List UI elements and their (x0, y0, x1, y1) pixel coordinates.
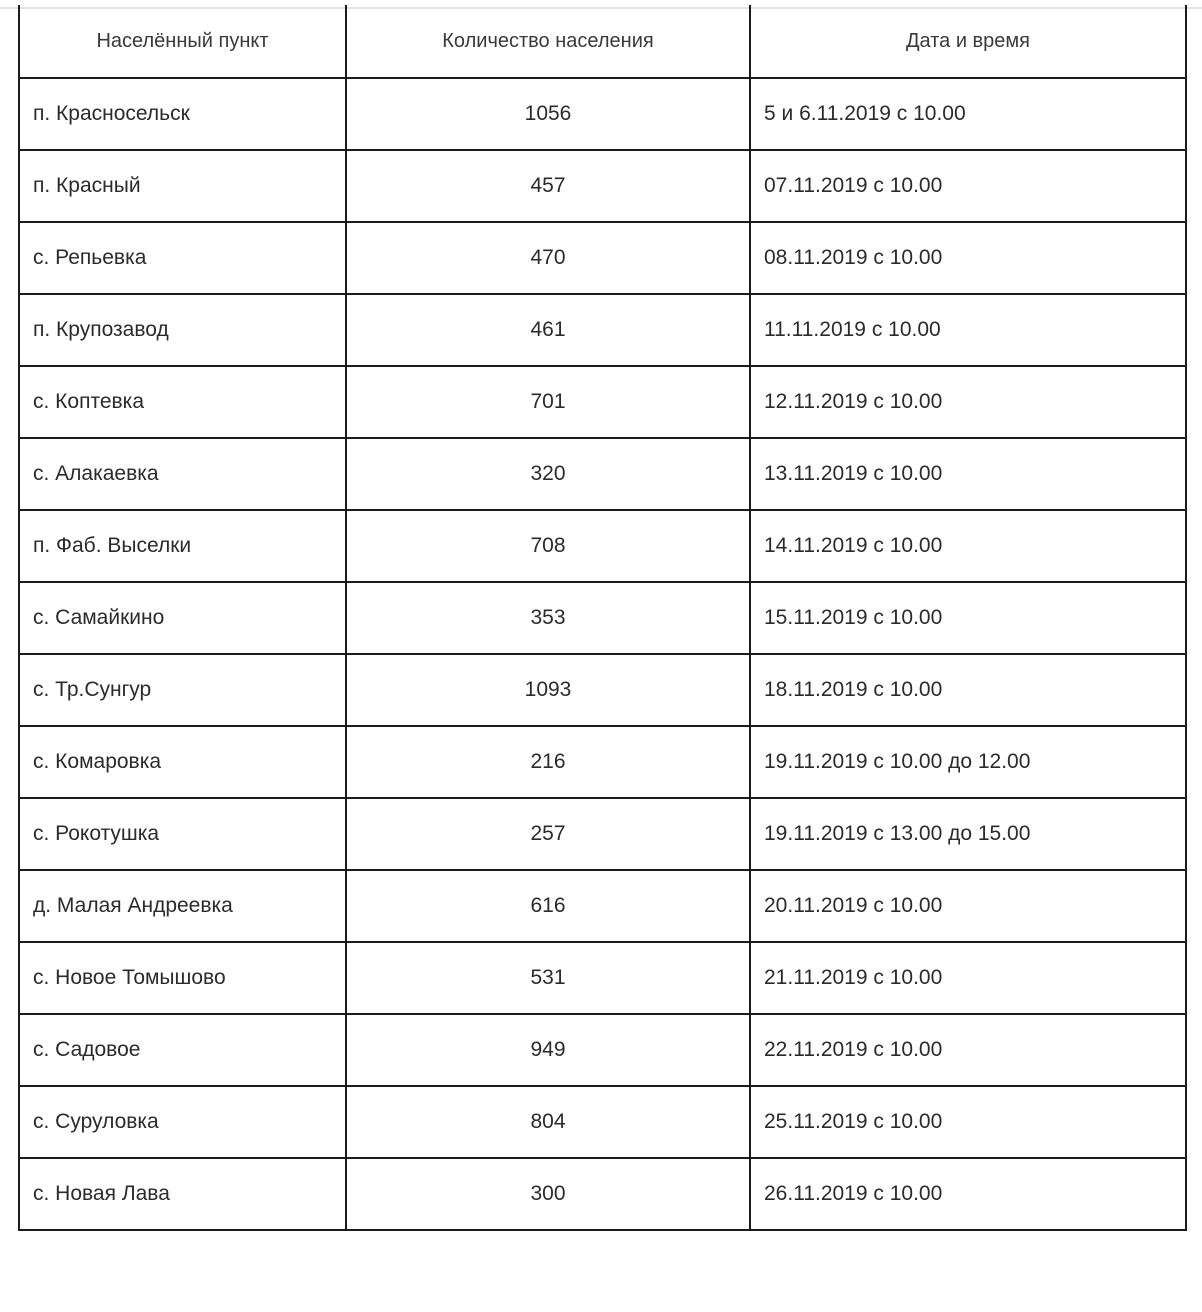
schedule-table (18, 5, 1187, 1231)
cell-settlement: с. Коптевка (19, 366, 346, 438)
cell-population: 257 (346, 798, 750, 870)
cell-datetime: 14.11.2019 с 10.00 (750, 510, 1186, 582)
cell-population: 531 (346, 942, 750, 1014)
cell-datetime: 19.11.2019 с 13.00 до 15.00 (750, 798, 1186, 870)
cell-datetime: 12.11.2019 с 10.00 (750, 366, 1186, 438)
cell-population: 457 (346, 150, 750, 222)
cell-settlement: п. Крупозавод (19, 294, 346, 366)
table-row (19, 1014, 1186, 1086)
cell-datetime: 26.11.2019 с 10.00 (750, 1158, 1186, 1230)
cell-population: 353 (346, 582, 750, 654)
cell-settlement: п. Красносельск (19, 78, 346, 150)
header-population: Количество населения (346, 5, 750, 78)
cell-settlement: с. Новая Лава (19, 1158, 346, 1230)
cell-population: 949 (346, 1014, 750, 1086)
cell-population: 300 (346, 1158, 750, 1230)
cell-settlement: с. Комаровка (19, 726, 346, 798)
table-row (19, 1086, 1186, 1158)
table-row (19, 438, 1186, 510)
cell-settlement: с. Самайкино (19, 582, 346, 654)
cell-population: 616 (346, 870, 750, 942)
header-settlement: Населённый пункт (19, 5, 346, 78)
cell-population: 701 (346, 366, 750, 438)
cell-datetime: 08.11.2019 с 10.00 (750, 222, 1186, 294)
table-row (19, 798, 1186, 870)
cell-settlement: с. Новое Томышово (19, 942, 346, 1014)
table-header (19, 5, 1186, 78)
cell-population: 320 (346, 438, 750, 510)
table-row (19, 726, 1186, 798)
cell-population: 216 (346, 726, 750, 798)
cell-population: 461 (346, 294, 750, 366)
table-row (19, 582, 1186, 654)
cell-settlement: п. Красный (19, 150, 346, 222)
cell-population: 1056 (346, 78, 750, 150)
table-row (19, 942, 1186, 1014)
cell-settlement: д. Малая Андреевка (19, 870, 346, 942)
table-row (19, 654, 1186, 726)
cell-datetime: 5 и 6.11.2019 с 10.00 (750, 78, 1186, 150)
cell-datetime: 07.11.2019 с 10.00 (750, 150, 1186, 222)
cell-settlement: с. Репьевка (19, 222, 346, 294)
table-row (19, 870, 1186, 942)
table-row (19, 222, 1186, 294)
cell-population: 1093 (346, 654, 750, 726)
cell-settlement: с. Алакаевка (19, 438, 346, 510)
cell-datetime: 18.11.2019 с 10.00 (750, 654, 1186, 726)
table-body (19, 78, 1186, 1230)
cell-datetime: 15.11.2019 с 10.00 (750, 582, 1186, 654)
table-row (19, 510, 1186, 582)
cell-settlement: с. Суруловка (19, 1086, 346, 1158)
cell-datetime: 20.11.2019 с 10.00 (750, 870, 1186, 942)
header-row (19, 5, 1186, 78)
cell-population: 470 (346, 222, 750, 294)
schedule-table-container (18, 5, 1185, 1231)
table-row (19, 294, 1186, 366)
cell-settlement: п. Фаб. Выселки (19, 510, 346, 582)
table-row (19, 1158, 1186, 1230)
header-datetime: Дата и время (750, 5, 1186, 78)
cell-datetime: 11.11.2019 с 10.00 (750, 294, 1186, 366)
cell-datetime: 25.11.2019 с 10.00 (750, 1086, 1186, 1158)
cell-settlement: с. Тр.Сунгур (19, 654, 346, 726)
cell-datetime: 22.11.2019 с 10.00 (750, 1014, 1186, 1086)
cell-settlement: с. Рокотушка (19, 798, 346, 870)
table-row (19, 150, 1186, 222)
table-row (19, 78, 1186, 150)
table-row (19, 366, 1186, 438)
cell-datetime: 21.11.2019 с 10.00 (750, 942, 1186, 1014)
cell-datetime: 19.11.2019 с 10.00 до 12.00 (750, 726, 1186, 798)
cell-settlement: с. Садовое (19, 1014, 346, 1086)
cell-datetime: 13.11.2019 с 10.00 (750, 438, 1186, 510)
cell-population: 708 (346, 510, 750, 582)
cell-population: 804 (346, 1086, 750, 1158)
